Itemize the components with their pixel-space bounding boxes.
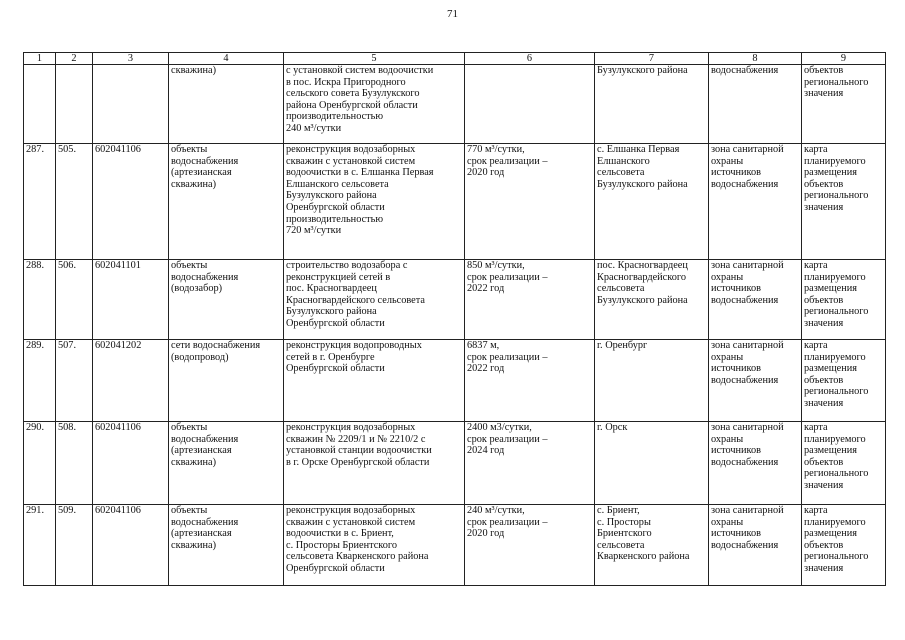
object-number: 508. — [56, 422, 93, 505]
object-location: пос. Красногвардеец Красногвардейского сельсовета Бузулукского района — [595, 260, 709, 340]
object-number: 507. — [56, 340, 93, 422]
table-row — [24, 144, 886, 260]
object-description: реконструкция водопроводных сетей в г. Оренбурге Оренбургской области — [284, 340, 465, 422]
column-number: 1 — [24, 53, 56, 65]
object-zone: зона санитарной охраны источников водоснабжения — [709, 260, 802, 340]
object-map: карта планируемого размещения объектов регионального значения — [802, 422, 886, 505]
object-map: карта планируемого размещения объектов регионального значения — [802, 260, 886, 340]
object-characteristics: 770 м³/сутки, срок реализации – 2020 год — [465, 144, 595, 260]
object-map: карта планируемого размещения объектов регионального значения — [802, 340, 886, 422]
object-zone: зона санитарной охраны источников водоснабжения — [709, 340, 802, 422]
object-code: 602041101 — [93, 260, 169, 340]
object-type: объекты водоснабжения (артезианская скважина) — [169, 422, 284, 505]
object-code: 602041106 — [93, 422, 169, 505]
column-number-row — [24, 53, 886, 65]
object-number: 509. — [56, 505, 93, 586]
object-map: карта планируемого размещения объектов регионального значения — [802, 144, 886, 260]
column-number: 2 — [56, 53, 93, 65]
column-number: 5 — [284, 53, 465, 65]
object-code: 602041202 — [93, 340, 169, 422]
object-code: 602041106 — [93, 144, 169, 260]
object-location: Бузулукского района — [595, 65, 709, 144]
object-characteristics — [465, 65, 595, 144]
column-number: 7 — [595, 53, 709, 65]
column-number: 4 — [169, 53, 284, 65]
object-location: с. Елшанка Первая Елшанского сельсовета Бузулукского района — [595, 144, 709, 260]
object-zone: водоснабжения — [709, 65, 802, 144]
object-number — [56, 65, 93, 144]
object-characteristics: 6837 м, срок реализации – 2022 год — [465, 340, 595, 422]
table-row — [24, 505, 886, 586]
column-number: 8 — [709, 53, 802, 65]
object-map: карта планируемого размещения объектов регионального значения — [802, 505, 886, 586]
object-number: 505. — [56, 144, 93, 260]
object-type: скважина) — [169, 65, 284, 144]
column-number: 6 — [465, 53, 595, 65]
row-index: 290. — [24, 422, 56, 505]
object-characteristics: 850 м³/сутки, срок реализации – 2022 год — [465, 260, 595, 340]
object-zone: зона санитарной охраны источников водоснабжения — [709, 144, 802, 260]
object-zone: зона санитарной охраны источников водоснабжения — [709, 422, 802, 505]
object-type: объекты водоснабжения (артезианская скважина) — [169, 505, 284, 586]
table-row — [24, 65, 886, 144]
row-index — [24, 65, 56, 144]
object-characteristics: 2400 м3/сутки, срок реализации – 2024 год — [465, 422, 595, 505]
object-code — [93, 65, 169, 144]
object-map: объектов регионального значения — [802, 65, 886, 144]
object-description: реконструкция водозаборных скважин с установкой систем водоочистки в с. Бриент, с. Просторы Бриентского сельсовета Кваркенского района Оренбургской области — [284, 505, 465, 586]
row-index: 289. — [24, 340, 56, 422]
object-code: 602041106 — [93, 505, 169, 586]
object-type: сети водоснабжения (водопровод) — [169, 340, 284, 422]
object-location: с. Бриент, с. Просторы Бриентского сельсовета Кваркенского района — [595, 505, 709, 586]
row-index: 287. — [24, 144, 56, 260]
table-row — [24, 422, 886, 505]
object-description: строительство водозабора с реконструкцией сетей в пос. Красногвардеец Красногвардейского сельсовета Бузулукского района Оренбургской области — [284, 260, 465, 340]
object-number: 506. — [56, 260, 93, 340]
page-number: 71 — [447, 8, 458, 20]
row-index: 288. — [24, 260, 56, 340]
object-location: г. Оренбург — [595, 340, 709, 422]
object-description: реконструкция водозаборных скважин № 2209/1 и № 2210/2 с установкой станции водоочистки в г. Орске Оренбургской области — [284, 422, 465, 505]
column-number: 3 — [93, 53, 169, 65]
object-type: объекты водоснабжения (водозабор) — [169, 260, 284, 340]
planning-objects-table — [23, 52, 886, 586]
object-characteristics: 240 м³/сутки, срок реализации – 2020 год — [465, 505, 595, 586]
table-row — [24, 260, 886, 340]
object-type: объекты водоснабжения (артезианская скважина) — [169, 144, 284, 260]
row-index: 291. — [24, 505, 56, 586]
object-location: г. Орск — [595, 422, 709, 505]
table-row — [24, 340, 886, 422]
column-number: 9 — [802, 53, 886, 65]
object-zone: зона санитарной охраны источников водоснабжения — [709, 505, 802, 586]
object-description: реконструкция водозаборных скважин с установкой систем водоочистки в с. Елшанка Первая Елшанского сельсовета Бузулукского района Оренбургской области производительностью 720 м³/сутки — [284, 144, 465, 260]
object-description: с установкой систем водоочистки в пос. Искра Пригородного сельского совета Бузулукского района Оренбургской области производительностью 240 м³/сутки — [284, 65, 465, 144]
